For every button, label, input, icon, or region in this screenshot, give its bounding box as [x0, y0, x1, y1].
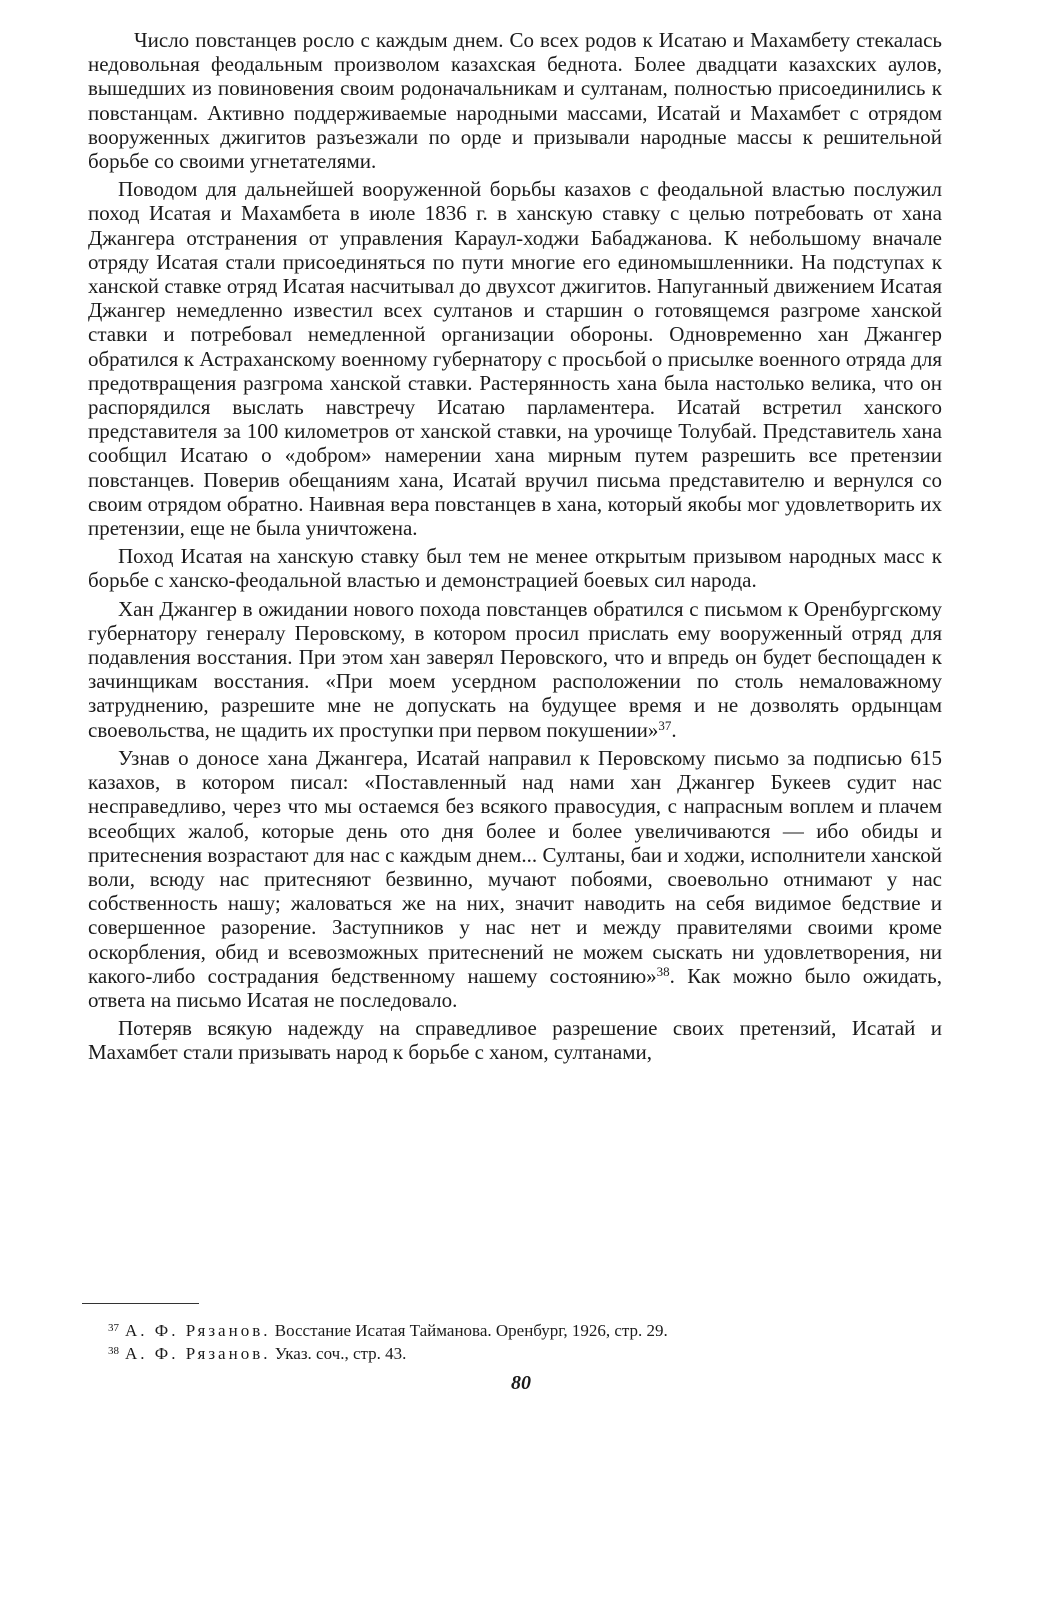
footnote-author: А. Ф. Рязанов. [125, 1321, 271, 1340]
footnote-number: 38 [108, 1345, 119, 1357]
paragraph-4-tail: . [671, 717, 677, 742]
footnote-text: Указ. соч., стр. 43. [270, 1344, 407, 1363]
footnote-text: Восстание Исатая Тайманова. Оренбург, 1926, стр. 29. [270, 1321, 668, 1340]
footnote-author: А. Ф. Рязанов. [125, 1344, 271, 1363]
paragraph-5-text: Узнав о доносе хана Джангера, Исатай направил к Перовскому письмо за подписью 615 казахов, в котором писал: «Поставленный над нами хан Джангер Букеев судит нас несправедливо, через что мы остаемся без всякого правосудия, с напрасным воплем и плачем всеобщих жалоб, которые день ото дня более и более увеличиваются — ибо обиды и притеснения возрастают для нас с каждым днем... Султаны, баи и ходжи, исполнители ханской воли, всюду нас притесняют безвинно, мучают побоями, своевольно отнимают у нас собственность нашу; жаловаться же на них, значит наводить на себя видимое бедствие и совершенное разорение. Заступников у нас нет и между правителями своими кроме оскорбления, обид и всевозможных притеснений не можем сыскать ни удовлетворения, ни какого-либо сострадания бедственному нашему состоянию» [88, 745, 942, 988]
paragraph-2: Поводом для дальнейшей вооруженной борьбы казахов с феодальной властью послужил поход Исатая и Махамбета в июле 1836 г. в ханскую ставку с целью потребовать от хана Джангера отстранения от управления Караул-ходжи Бабаджанова. К небольшому вначале отряду Исатая стали присоединяться по пути многие его единомышленники. На подступах к ханской ставке отряд Исатая насчитывал до двухсот джигитов. Напуганный движением Исатая Джангер немедленно известил всех султанов и старшин о готовящемся разгроме ханской ставки и потребовал немедленной организации обороны. Одновременно хан Джангер обратился к Астраханскому военному губернатору с просьбой о присылке военного отряда для предотвращения разгрома ханской ставки. Растерянность хана была настолько велика, что он распорядился выслать навстречу Исатаю парламентера. Исатай встретил ханского представителя за 100 километров от ханской ставки, на урочище Толубай. Представитель хана сообщил Исатаю о «добром» намерении хана мирным путем разрешить все претензии повстанцев. Поверив обещаниям хана, Исатай вручил письма представителю и вернулся со своим отрядом обратно. Наивная вера повстанцев в хана, который якобы мог удовлетворить их претензии, еще не была уничтожена. [88, 177, 942, 541]
footnote-37 [108, 1318, 948, 1341]
footnote-ref-37: 37 [658, 717, 672, 733]
page-body [88, 28, 942, 1069]
footnote-38 [108, 1341, 948, 1364]
page-number: 80 [511, 1372, 531, 1394]
paragraph-5-tail: . Как можно было ожидать, ответа на письмо Исатая не последовало. [88, 963, 942, 1012]
footnotes [108, 1318, 948, 1364]
paragraph-3: Поход Исатая на ханскую ставку был тем не менее открытым призывом народных масс к борьбе с ханско-феодальной властью и демонстрацией боевых сил народа. [88, 544, 942, 593]
paragraph-1: Число повстанцев росло с каждым днем. Со всех родов к Исатаю и Махамбету стекалась недовольная феодальным произволом казахская беднота. Более двадцати казахских аулов, вышедших из повиновения своим родоначальникам и султанам, полностью присоединились к повстанцам. Активно поддерживаемые народными массами, Исатай и Махамбет с отрядом вооруженных джигитов разъезжали по орде и призывали народные массы к решительной борьбе со своими угнетателями. [88, 28, 942, 174]
paragraph-4-text: Хан Джангер в ожидании нового похода повстанцев обратился с письмом к Оренбургскому губернатору генералу Перовскому, в котором просил прислать ему вооруженный отряд для подавления восстания. При этом хан заверял Перовского, что и впредь он будет беспощаден к зачинщикам восстания. «При моем усердном расположении по столь немаловажному затруднению, разрешите мне не допускать на будущее время и не дозволять ордынцам своевольства, не щадить их проступки при первом покушении» [88, 596, 942, 742]
paragraph-6: Потеряв всякую надежду на справедливое разрешение своих претензий, Исатай и Махамбет стали призывать народ к борьбе с ханом, султанами, [88, 1016, 942, 1065]
paragraph-4 [88, 597, 942, 742]
footnote-divider [82, 1303, 199, 1304]
footnote-ref-38: 38 [656, 963, 670, 979]
paragraph-5 [88, 746, 942, 1012]
footnote-number: 37 [108, 1322, 119, 1334]
